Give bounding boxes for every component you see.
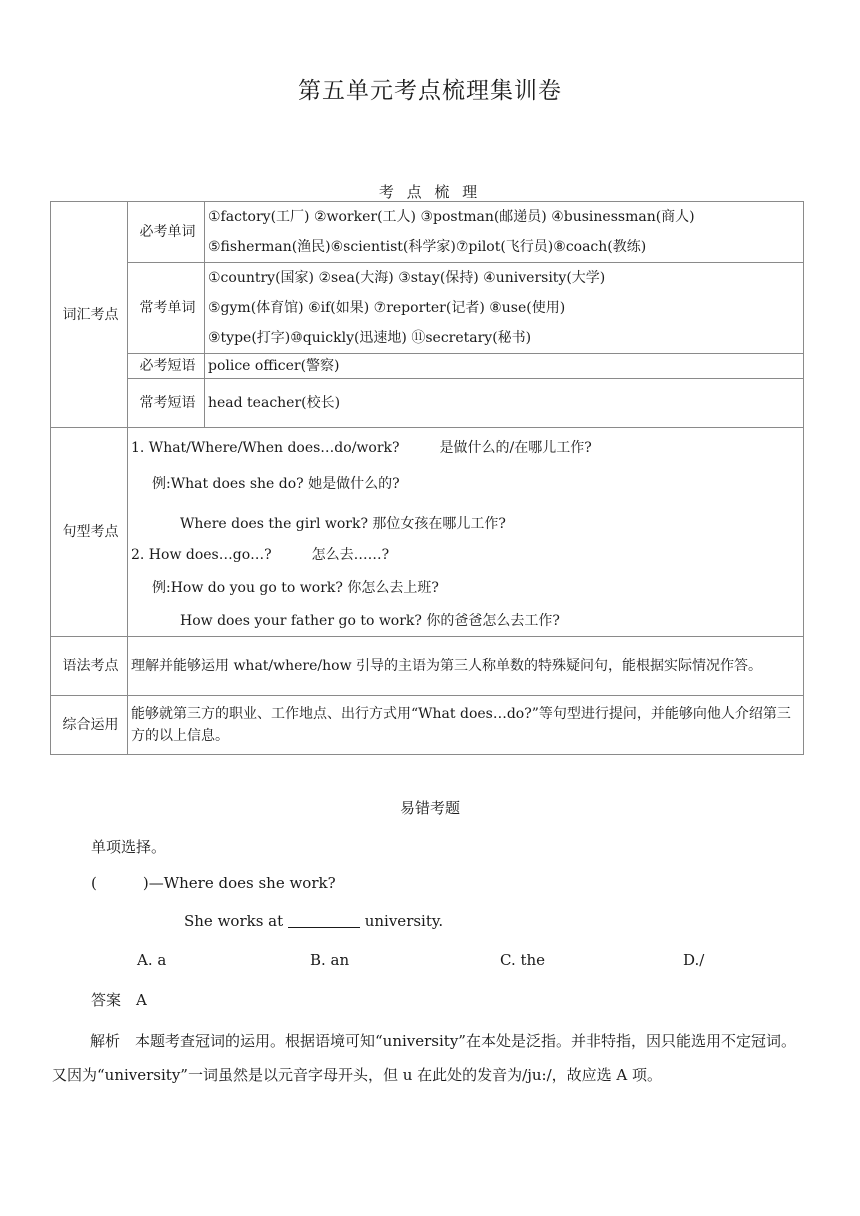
grammar-cell: 理解并能够运用 what/where/how 引导的主语为第三人称单数的特殊疑问句，能根据实际情况作答。: [128, 637, 804, 696]
table-row: [51, 354, 804, 379]
pattern-1-example-2: Where does the girl work? 那位女孩在哪儿工作?: [180, 516, 506, 532]
category-grammar: 语法考点: [51, 637, 128, 696]
pattern-1-meaning: 是做什么的/在哪儿工作?: [439, 440, 592, 456]
table-row: [51, 379, 804, 428]
category-vocab: 词汇考点: [51, 202, 128, 428]
question-stem: [91, 874, 336, 892]
answer-text: 答案 A: [91, 991, 147, 1009]
common-words-cell: [205, 263, 804, 354]
question-line-2-end: university.: [364, 912, 444, 930]
integrated-cell: 能够就第三方的职业、工作地点、出行方式用“What does…do?”等句型进行提问，并能够向他人介绍第三方的以上信息。: [128, 696, 804, 755]
analysis-text: 解析 本题考查冠词的运用。根据语境可知“university”在本处是泛指。并非特指，因只能选用不定冠词。 又因为“university”一词虽然是以元音字母开头，但 u 在此处的发音为/ju:/，故应选 A 项。: [52, 1032, 796, 1084]
review-table: [50, 201, 804, 755]
common-words-line-1: ①country(国家) ②sea(大海) ③stay(保持) ④university(大学): [208, 270, 606, 286]
sentence-cell: [128, 428, 804, 637]
option-b: B. an: [310, 951, 350, 969]
category-sentence: 句型考点: [51, 428, 128, 637]
label-common-phrases: 常考短语: [128, 379, 205, 428]
option-c: C. the: [500, 951, 546, 969]
required-words-cell: [205, 202, 804, 263]
question-line-2: [184, 912, 443, 930]
required-phrases-cell: police officer(警察): [205, 354, 804, 379]
common-words-line-2: ⑤gym(体育馆) ⑥if(如果) ⑦reporter(记者) ⑧use(使用): [208, 300, 566, 316]
table-row: [51, 696, 804, 755]
common-phrases-cell: head teacher(校长): [205, 379, 804, 428]
answer-paren-close: ): [142, 874, 149, 892]
pattern-2-meaning: 怎么去……?: [311, 547, 390, 563]
table-row: [51, 637, 804, 696]
pattern-2-example-2: How does your father go to work? 你的爸爸怎么去工作?: [180, 613, 560, 629]
required-words-line-1: ①factory(工厂) ②worker(工人) ③postman(邮递员) ④businessman(商人): [208, 209, 695, 225]
question-line-1: —Where does she work?: [148, 874, 336, 892]
pattern-2-example-1: 例:How do you go to work? 你怎么去上班?: [152, 580, 439, 596]
option-a: A. a: [137, 951, 167, 969]
table-row: [51, 202, 804, 263]
required-words-line-2: ⑤fisherman(渔民)⑥scientist(科学家)⑦pilot(飞行员)⑧coach(教练): [208, 239, 647, 255]
page-title: 第五单元考点梳理集训卷: [298, 78, 562, 104]
pattern-1-example-1: 例:What does she do? 她是做什么的?: [152, 476, 400, 492]
category-integrated: 综合运用: [51, 696, 128, 755]
pattern-2-question: 2. How does…go…?: [131, 547, 272, 563]
section-title-review: 考 点 梳 理: [378, 183, 482, 201]
pattern-1-question: 1. What/Where/When does…do/work?: [131, 440, 400, 456]
question-line-2-start: She works at: [184, 912, 284, 930]
label-common-words: 常考单词: [128, 263, 205, 354]
option-d: D./: [683, 951, 705, 969]
fill-blank: [288, 913, 360, 928]
answer-paren-open: (: [91, 874, 97, 892]
question-instruction: 单项选择。: [91, 838, 167, 856]
common-words-line-3: ⑨type(打字)⑩quickly(迅速地) ⑪secretary(秘书): [208, 330, 532, 346]
label-required-phrases: 必考短语: [128, 354, 205, 379]
label-required-words: 必考单词: [128, 202, 205, 263]
table-row: [51, 263, 804, 354]
table-row: [51, 428, 804, 637]
section-title-errors: 易错考题: [399, 799, 460, 817]
